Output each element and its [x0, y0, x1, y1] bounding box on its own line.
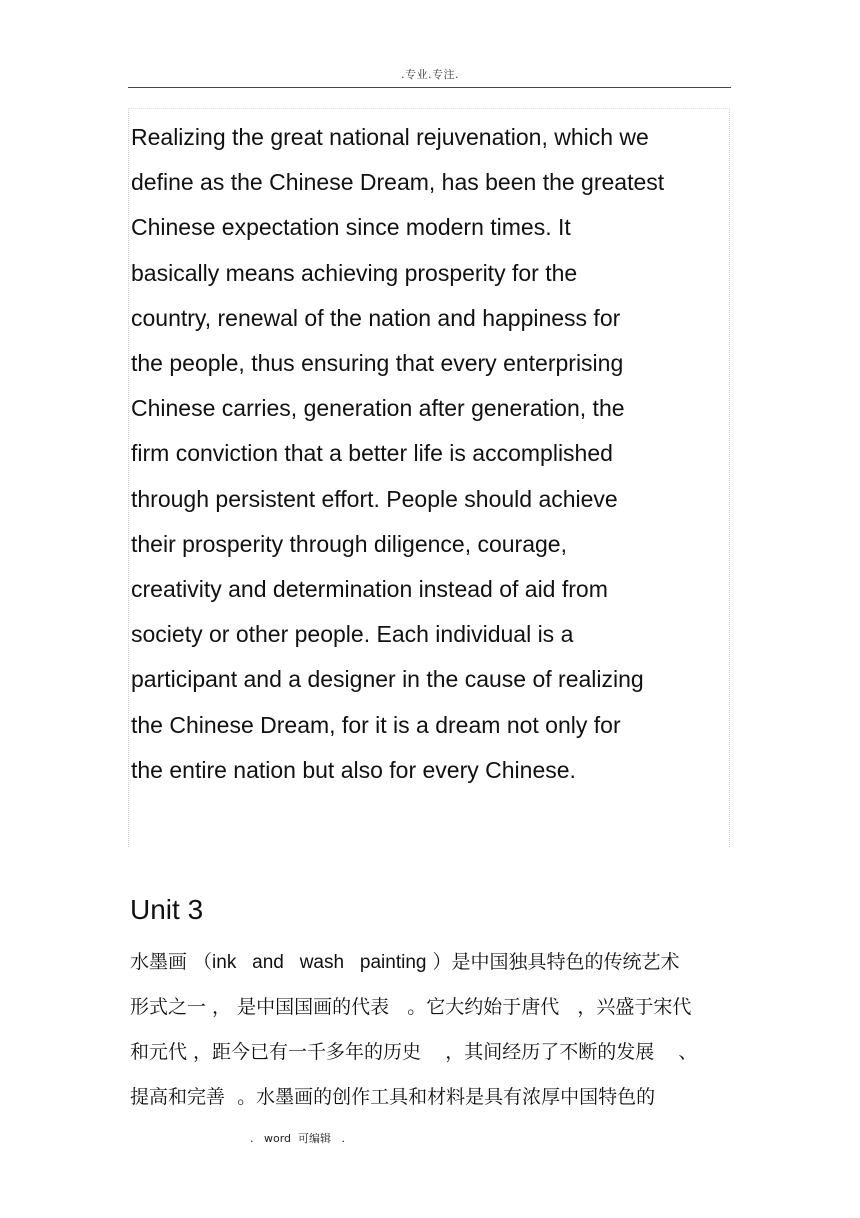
english-line: Chinese carries, generation after generation, the	[131, 395, 625, 422]
page-footer: . word 可编辑 .	[250, 1132, 346, 1145]
unit-heading: Unit 3	[130, 894, 204, 925]
english-line: firm conviction that a better life is accomplished	[131, 440, 613, 467]
english-term: ink and wash painting	[212, 952, 427, 973]
chinese-line	[130, 940, 730, 985]
chinese-line: 提高和完善 。水墨画的创作工具和材料是具有浓厚中国特色的	[130, 1086, 656, 1108]
header-divider	[128, 87, 731, 88]
english-line: basically means achieving prosperity for the	[131, 259, 578, 286]
chinese-line-start: 水墨画 （	[130, 951, 213, 973]
chinese-line: 和元代 ，距今已有一千多年的历史 ，其间经历了不断的发展 、	[130, 1041, 698, 1063]
english-line: Chinese expectation since modern times. It	[131, 214, 571, 241]
english-text-box	[128, 108, 730, 847]
english-passage	[131, 115, 721, 793]
english-line: through persistent effort. People should achieve	[131, 485, 618, 512]
english-line: Realizing the great national rejuvenation, which we	[131, 124, 649, 150]
english-line: their prosperity through diligence, courage,	[131, 530, 567, 557]
english-line: the entire nation but also for every Chinese.	[131, 756, 576, 783]
chinese-line: 形式之一 ， 是中国国画的代表 。它大约始于唐代 ，兴盛于宋代	[130, 996, 692, 1018]
english-line: define as the Chinese Dream, has been the greatest	[131, 169, 665, 196]
chinese-passage	[130, 940, 730, 1120]
chinese-line-end: ）是中国独具特色的传统艺术	[426, 951, 680, 973]
english-line: society or other people. Each individual is a	[131, 621, 574, 648]
english-line: creativity and determination instead of aid from	[131, 576, 608, 603]
english-line: the people, thus ensuring that every enterprising	[131, 350, 624, 377]
english-line: the Chinese Dream, for it is a dream not only for	[131, 711, 621, 738]
english-line: participant and a designer in the cause of realizing	[131, 666, 644, 693]
english-line: country, renewal of the nation and happiness for	[131, 304, 621, 331]
page-header: .专业.专注.	[401, 68, 459, 81]
